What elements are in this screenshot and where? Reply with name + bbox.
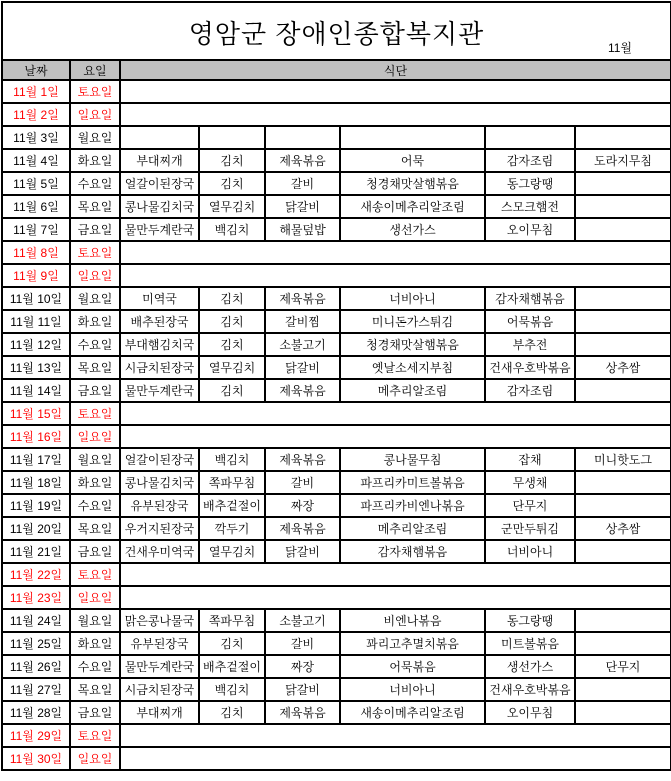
date-cell: 11월 8일 [2,241,70,264]
menu-cell [199,126,265,149]
date-cell: 11월 19일 [2,494,70,517]
menu-cell: 닭갈비 [265,678,340,701]
day-of-week-cell: 수요일 [70,172,120,195]
menu-cell: 콩나물무침 [340,448,485,471]
date-cell: 11월 1일 [2,80,70,103]
menu-cell: 단무지 [575,655,671,678]
day-of-week-cell: 수요일 [70,655,120,678]
day-of-week-cell: 일요일 [70,103,120,126]
menu-cell: 부대햄김치국 [120,333,199,356]
table-header-row [2,60,671,80]
menu-cell [575,379,671,402]
menu-cell: 생선가스 [485,655,575,678]
menu-cell: 미트볼볶음 [485,632,575,655]
day-of-week-cell: 일요일 [70,264,120,287]
menu-cell-weekend-empty [120,747,671,770]
menu-cell: 배추겉절이 [199,494,265,517]
table-body [2,80,671,770]
menu-cell: 너비아니 [485,540,575,563]
day-of-week-cell: 화요일 [70,149,120,172]
day-of-week-cell: 월요일 [70,448,120,471]
menu-cell: 김치 [199,310,265,333]
menu-cell: 감자채햄볶음 [340,540,485,563]
menu-cell: 얼갈이된장국 [120,448,199,471]
table-row [2,655,671,678]
table-row [2,402,671,425]
menu-cell [575,632,671,655]
date-cell: 11월 7일 [2,218,70,241]
date-cell: 11월 12일 [2,333,70,356]
day-of-week-cell: 토요일 [70,80,120,103]
menu-cell [575,609,671,632]
menu-cell: 청경채맛살햄볶음 [340,172,485,195]
table-row [2,80,671,103]
menu-cell [575,218,671,241]
date-cell: 11월 27일 [2,678,70,701]
menu-cell: 감자조림 [485,149,575,172]
table-row [2,517,671,540]
day-of-week-cell: 금요일 [70,540,120,563]
day-of-week-cell: 금요일 [70,379,120,402]
menu-cell: 제육볶음 [265,517,340,540]
day-of-week-cell: 월요일 [70,287,120,310]
menu-cell: 감자조림 [485,379,575,402]
table-row [2,609,671,632]
table-row [2,149,671,172]
table-row [2,264,671,287]
menu-cell: 새송이메추리알조림 [340,701,485,724]
menu-cell: 닭갈비 [265,195,340,218]
date-cell: 11월 3일 [2,126,70,149]
date-cell: 11월 4일 [2,149,70,172]
menu-cell: 제육볶음 [265,448,340,471]
menu-cell [575,310,671,333]
table-row [2,540,671,563]
day-of-week-cell: 토요일 [70,563,120,586]
day-of-week-cell: 일요일 [70,586,120,609]
day-of-week-cell: 목요일 [70,195,120,218]
menu-cell: 건새우호박볶음 [485,678,575,701]
date-cell: 11월 30일 [2,747,70,770]
menu-cell: 오이무침 [485,701,575,724]
day-of-week-cell: 금요일 [70,218,120,241]
menu-cell-weekend-empty [120,80,671,103]
menu-cell: 어묵볶음 [485,310,575,333]
menu-cell: 메추리알조림 [340,379,485,402]
menu-cell-weekend-empty [120,103,671,126]
menu-cell: 부추전 [485,333,575,356]
menu-cell: 도라지무침 [575,149,671,172]
meal-plan-table [1,1,671,771]
title-row [2,2,671,60]
menu-cell: 우거지된장국 [120,517,199,540]
date-cell: 11월 28일 [2,701,70,724]
menu-cell: 시금치된장국 [120,678,199,701]
menu-cell [575,494,671,517]
menu-cell-weekend-empty [120,402,671,425]
menu-cell-weekend-empty [120,724,671,747]
menu-cell: 부대찌개 [120,701,199,724]
menu-cell: 꽈리고추멸치볶음 [340,632,485,655]
table-row [2,379,671,402]
menu-cell: 무생채 [485,471,575,494]
menu-cell: 너비아니 [340,287,485,310]
menu-cell: 군만두튀김 [485,517,575,540]
date-cell: 11월 15일 [2,402,70,425]
menu-cell: 오이무침 [485,218,575,241]
menu-cell: 어묵 [340,149,485,172]
menu-cell: 미역국 [120,287,199,310]
day-of-week-cell: 목요일 [70,517,120,540]
table-row [2,241,671,264]
menu-cell: 유부된장국 [120,632,199,655]
day-of-week-cell: 일요일 [70,425,120,448]
menu-cell [265,126,340,149]
menu-cell: 깍두기 [199,517,265,540]
day-of-week-cell: 화요일 [70,632,120,655]
menu-cell: 짜장 [265,655,340,678]
menu-cell: 얼갈이된장국 [120,172,199,195]
menu-cell: 콩나물김치국 [120,195,199,218]
menu-cell: 소불고기 [265,609,340,632]
menu-cell [575,195,671,218]
menu-cell: 상추쌈 [575,517,671,540]
menu-cell [575,287,671,310]
menu-cell: 비엔나볶음 [340,609,485,632]
menu-cell: 동그랑땡 [485,172,575,195]
day-of-week-cell: 화요일 [70,310,120,333]
day-of-week-cell: 월요일 [70,126,120,149]
date-cell: 11월 14일 [2,379,70,402]
menu-cell: 김치 [199,172,265,195]
menu-cell-weekend-empty [120,425,671,448]
date-cell: 11월 10일 [2,287,70,310]
menu-cell: 김치 [199,701,265,724]
column-header-menu: 식단 [120,60,671,80]
menu-cell [575,471,671,494]
date-cell: 11월 6일 [2,195,70,218]
day-of-week-cell: 금요일 [70,701,120,724]
menu-cell [575,126,671,149]
date-cell: 11월 11일 [2,310,70,333]
day-of-week-cell: 월요일 [70,609,120,632]
menu-cell: 소불고기 [265,333,340,356]
date-cell: 11월 16일 [2,425,70,448]
table-row [2,425,671,448]
menu-cell: 감자채햄볶음 [485,287,575,310]
day-of-week-cell: 수요일 [70,333,120,356]
menu-cell: 메추리알조림 [340,517,485,540]
menu-cell: 파프리카미트볼볶음 [340,471,485,494]
title-cell [2,2,671,60]
menu-cell-weekend-empty [120,264,671,287]
menu-cell-weekend-empty [120,241,671,264]
menu-cell: 제육볶음 [265,149,340,172]
date-cell: 11월 5일 [2,172,70,195]
menu-cell: 건새우미역국 [120,540,199,563]
day-of-week-cell: 화요일 [70,471,120,494]
menu-cell: 물만두계란국 [120,218,199,241]
date-cell: 11월 23일 [2,586,70,609]
table-row [2,356,671,379]
menu-cell: 맑은콩나물국 [120,609,199,632]
day-of-week-cell: 토요일 [70,724,120,747]
date-cell: 11월 22일 [2,563,70,586]
menu-cell [120,126,199,149]
menu-cell: 미니핫도그 [575,448,671,471]
date-cell: 11월 25일 [2,632,70,655]
menu-cell: 제육볶음 [265,379,340,402]
date-cell: 11월 29일 [2,724,70,747]
table-row [2,172,671,195]
day-of-week-cell: 일요일 [70,747,120,770]
menu-cell: 스모크햄전 [485,195,575,218]
menu-cell: 미니돈가스튀김 [340,310,485,333]
table-row [2,747,671,770]
menu-cell: 어묵볶음 [340,655,485,678]
page-title: 영암군 장애인종합복지관 [188,19,485,49]
menu-cell-weekend-empty [120,563,671,586]
menu-cell: 생선가스 [340,218,485,241]
menu-cell: 콩나물김치국 [120,471,199,494]
menu-cell: 상추쌈 [575,356,671,379]
menu-cell: 해물덮밥 [265,218,340,241]
table-row [2,724,671,747]
table-row [2,632,671,655]
menu-cell: 백김치 [199,448,265,471]
table-row [2,586,671,609]
table-row [2,448,671,471]
date-cell: 11월 18일 [2,471,70,494]
date-cell: 11월 17일 [2,448,70,471]
table-row [2,103,671,126]
menu-cell [340,126,485,149]
menu-cell: 백김치 [199,218,265,241]
day-of-week-cell: 수요일 [70,494,120,517]
menu-cell: 옛날소세지부침 [340,356,485,379]
menu-cell: 갈비 [265,471,340,494]
table-row [2,287,671,310]
date-cell: 11월 2일 [2,103,70,126]
table-row [2,126,671,149]
day-of-week-cell: 목요일 [70,678,120,701]
day-of-week-cell: 목요일 [70,356,120,379]
menu-cell: 제육볶음 [265,701,340,724]
menu-cell: 백김치 [199,678,265,701]
table-row [2,701,671,724]
menu-cell: 단무지 [485,494,575,517]
menu-cell: 배추겉절이 [199,655,265,678]
menu-cell [575,678,671,701]
menu-cell: 파프리카비엔나볶음 [340,494,485,517]
menu-cell: 김치 [199,379,265,402]
menu-cell: 너비아니 [340,678,485,701]
menu-cell: 김치 [199,632,265,655]
menu-cell: 물만두계란국 [120,655,199,678]
menu-cell-weekend-empty [120,586,671,609]
column-header-date: 날짜 [2,60,70,80]
table-row [2,218,671,241]
menu-cell: 닭갈비 [265,356,340,379]
menu-cell [575,540,671,563]
day-of-week-cell: 토요일 [70,402,120,425]
menu-cell: 청경채맛살햄볶음 [340,333,485,356]
menu-cell [575,333,671,356]
table-row [2,678,671,701]
day-of-week-cell: 토요일 [70,241,120,264]
menu-cell: 김치 [199,333,265,356]
menu-cell: 새송이메추리알조림 [340,195,485,218]
menu-cell: 제육볶음 [265,287,340,310]
menu-cell: 동그랑땡 [485,609,575,632]
date-cell: 11월 26일 [2,655,70,678]
menu-cell: 쪽파무침 [199,609,265,632]
date-cell: 11월 20일 [2,517,70,540]
menu-cell: 갈비 [265,172,340,195]
menu-cell: 시금치된장국 [120,356,199,379]
table-row [2,563,671,586]
menu-cell: 열무김치 [199,356,265,379]
table-row [2,494,671,517]
table-row [2,310,671,333]
menu-cell [575,172,671,195]
menu-cell [485,126,575,149]
menu-cell: 건새우호박볶음 [485,356,575,379]
table-row [2,333,671,356]
table-row [2,195,671,218]
menu-cell: 배추된장국 [120,310,199,333]
menu-cell: 물만두계란국 [120,379,199,402]
menu-cell: 짜장 [265,494,340,517]
menu-cell: 열무김치 [199,540,265,563]
menu-cell: 유부된장국 [120,494,199,517]
menu-cell [575,701,671,724]
month-label: 11월 [607,41,632,55]
table-row [2,471,671,494]
date-cell: 11월 24일 [2,609,70,632]
menu-cell: 김치 [199,287,265,310]
menu-cell: 갈비 [265,632,340,655]
date-cell: 11월 21일 [2,540,70,563]
column-header-day: 요일 [70,60,120,80]
date-cell: 11월 13일 [2,356,70,379]
menu-cell: 닭갈비 [265,540,340,563]
menu-cell: 잡채 [485,448,575,471]
date-cell: 11월 9일 [2,264,70,287]
menu-cell: 쪽파무침 [199,471,265,494]
menu-cell: 김치 [199,149,265,172]
menu-cell: 열무김치 [199,195,265,218]
menu-cell: 갈비찜 [265,310,340,333]
menu-cell: 부대찌개 [120,149,199,172]
